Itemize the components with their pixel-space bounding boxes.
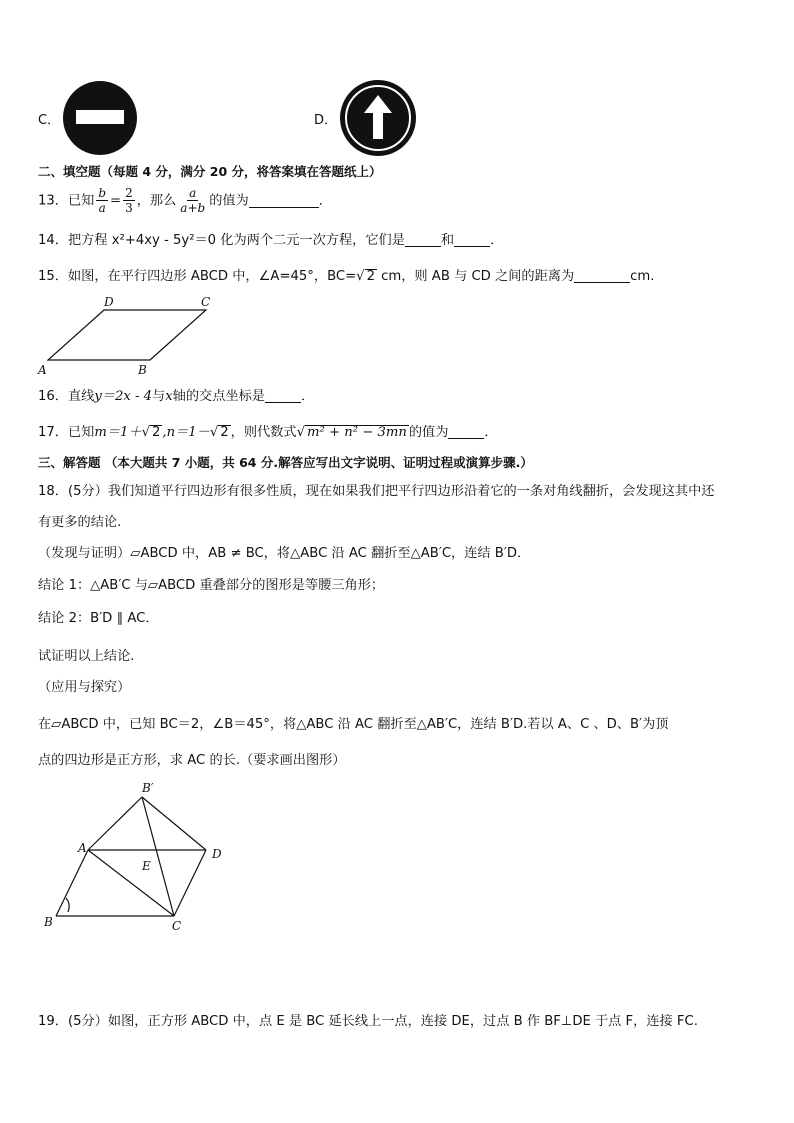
parallelogram-abcd [48, 310, 206, 360]
fig18-label-b: B [44, 915, 53, 929]
segment-b-prime-c [142, 797, 174, 916]
q18-conclusion-2: 结论 2：B′D ∥ AC． [38, 611, 159, 626]
question-14 [38, 229, 503, 248]
sqrt-symbol: √ [141, 425, 151, 440]
q15-radicand: 2 [366, 269, 375, 284]
question-13 [38, 186, 332, 215]
sqrt-symbol: √ [296, 425, 306, 440]
figure-18-folded-parallelogram [38, 780, 238, 940]
q17-radicand-2: 2 [220, 425, 229, 440]
option-d-label: D． [314, 113, 338, 128]
fig18-label-c: C [172, 919, 182, 933]
q18-conclusion-1: 结论 1：△AB′C 与▱ABCD 重叠部分的图形是等腰三角形； [38, 578, 385, 593]
q18-application-heading: （应用与探究） [38, 680, 131, 695]
q17-m: m＝1＋ [94, 425, 142, 440]
section-2-header: 二、填空题（每题 4 分，满分 20 分，将答案填在答题纸上） [38, 164, 382, 179]
segment-ac [88, 850, 174, 916]
q18-paragraph-3: （发现与证明）▱ABCD 中，AB ≠ BC，将△ABC 沿 AC 翻折至△AB′C，连结 B′D． [38, 546, 531, 561]
q18-paragraph-1: 18．(5分）我们知道平行四边形有很多性质，现在如果我们把平行四边形沿着它的一条对角线翻折，会发现这其中还 [38, 484, 715, 499]
q14-answer-blank-1[interactable] [405, 233, 441, 247]
q17-n: ,n＝1－ [162, 425, 210, 440]
q13-fraction-b-over-a: $\frac{b}{a}$ [98, 186, 107, 215]
q14-end: ． [490, 233, 504, 248]
q17-radicand-1: 2 [152, 425, 161, 440]
fig15-label-c: C [201, 295, 211, 309]
segment-ab [56, 850, 88, 916]
fig18-label-a: A [78, 841, 87, 855]
q16-text-2: 与 [152, 389, 166, 404]
segment-ab-prime [88, 797, 142, 850]
segment-b-prime-d [142, 797, 206, 850]
question-19: 19．(5分）如图，正方形 ABCD 中，点 E 是 BC 延长线上一点，连接 DE，过点 B 作 BF⊥DE 于点 F，连接 FC. [38, 1014, 698, 1029]
q14-and: 和 [440, 233, 455, 248]
straight-ahead-arrow-sign-icon [339, 79, 417, 157]
q17-text-2: ，则代数式 [230, 425, 297, 440]
q15-text-2: cm，则 AB 与 CD 之间的距离为 [376, 269, 575, 284]
segment-cd [174, 850, 206, 916]
q18-paragraph-2: 有更多的结论. [38, 515, 122, 530]
q13-text-3: 的值为 [209, 193, 249, 209]
q15-end: cm. [630, 269, 655, 284]
no-entry-sign-icon [62, 80, 138, 156]
q13-text-1: 已知 [67, 193, 95, 209]
q17-text-1: 已知 [67, 425, 95, 440]
fig18-label-e: E [142, 859, 151, 873]
q18-application-text-2: 点的四边形是正方形，求 AC 的长.（要求画出图形） [38, 753, 346, 768]
section-3-header: 三、解答题 （本大题共 7 小题，共 64 分.解答应写出文字说明、证明过程或演算步骤.） [38, 455, 533, 470]
q13-equals: = [110, 193, 122, 209]
q17-text-3: 的值为 [408, 425, 449, 440]
q15-answer-blank[interactable] [574, 269, 630, 283]
q16-equation: y＝2x - 4 [94, 389, 153, 404]
fig15-label-d: D [104, 295, 114, 309]
q16-number: 16． [38, 389, 68, 404]
q14-text: 把方程 x²+4xy - 5y²＝0 化为两个二元一次方程，它们是 [67, 233, 405, 248]
q14-answer-blank-2[interactable] [454, 233, 490, 247]
q17-expression: m² + n² − 3mn [307, 425, 407, 440]
q16-x: x [165, 389, 173, 404]
angle-b-arc [66, 898, 69, 912]
q18-application-text-1: 在▱ABCD 中，已知 BC＝2，∠B＝45°，将△ABC 沿 AC 翻折至△AB′C，连结 B′D.若以 A、C 、D、B′为顶 [38, 717, 669, 732]
q16-answer-blank[interactable] [265, 389, 301, 403]
fig15-label-a: A [38, 363, 47, 377]
fig15-label-b: B [138, 363, 147, 377]
q17-end: ． [484, 425, 498, 440]
q13-number: 13． [38, 193, 68, 209]
question-17 [38, 421, 498, 440]
figure-15-parallelogram [34, 292, 224, 378]
q18-prove-instruction: 试证明以上结论. [38, 649, 135, 664]
fig18-label-d: D [212, 847, 222, 861]
q13-fraction-a-over-a-plus-b: $\frac{a}{a+b}$ [180, 186, 206, 215]
q13-answer-blank[interactable] [249, 193, 319, 207]
q15-number: 15． [38, 269, 68, 284]
q13-text-2: ，那么 [136, 193, 177, 209]
q17-number: 17． [38, 425, 68, 440]
q17-answer-blank[interactable] [448, 425, 484, 439]
q16-text-3: 轴的交点坐标是 [172, 389, 265, 404]
q16-end: ． [300, 389, 315, 404]
q13-end: ． [318, 193, 332, 209]
question-16 [38, 385, 314, 404]
q16-text-1: 直线 [67, 389, 95, 404]
fig18-label-b-prime: B′ [142, 781, 154, 795]
sqrt-symbol: √ [356, 269, 365, 284]
q15-text-1: 如图，在平行四边形 ABCD 中，∠A=45°，BC= [67, 269, 357, 284]
sqrt-symbol: √ [209, 425, 219, 440]
q14-number: 14． [38, 233, 68, 248]
q13-fraction-2-over-3: $\frac{2}{3}$ [125, 186, 133, 215]
option-c-label: C． [38, 113, 61, 128]
question-15 [38, 265, 654, 284]
